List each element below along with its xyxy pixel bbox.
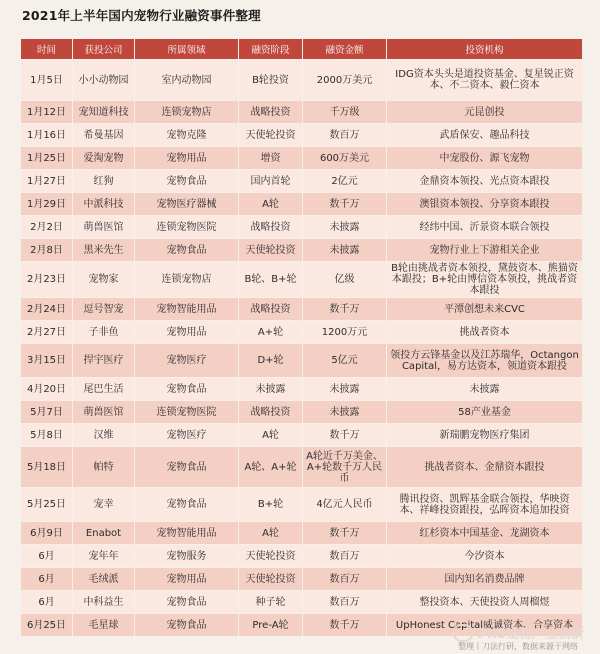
wechat-icon (453, 624, 473, 642)
cell-stage: 天使轮投资 (239, 124, 303, 147)
table-row (21, 591, 583, 614)
cell-investors: 国内知名消费品牌 (387, 568, 583, 591)
cell-field: 宠物食品 (135, 170, 239, 193)
table-row (21, 401, 583, 424)
cell-company: 毛星球 (73, 614, 135, 637)
cell-field: 宠物智能用品 (135, 298, 239, 321)
cell-investors: B轮由挑战者资本领投，黛鼓资本、熊猫资本跟投；B+轮由博信资本领投，挑战者资本跟投 (387, 262, 583, 298)
table-row (21, 216, 583, 239)
cell-investors: 腾讯投资、凯辉基金联合领投，华映资本、祥峰投资跟投，弘晖资本追加投资 (387, 488, 583, 522)
header-field: 所属领域 (135, 39, 239, 60)
table-row (21, 545, 583, 568)
cell-field: 室内动物园 (135, 60, 239, 101)
cell-stage: 国内首轮 (239, 170, 303, 193)
watermark (453, 623, 584, 642)
table-row (21, 447, 583, 488)
cell-company: 宠物家 (73, 262, 135, 298)
cell-stage: 战略投资 (239, 216, 303, 239)
cell-field: 宠物医疗器械 (135, 193, 239, 216)
cell-date: 4月20日 (21, 378, 73, 401)
cell-company: 毛绒派 (73, 568, 135, 591)
cell-company: 萌兽医馆 (73, 401, 135, 424)
header-amount: 融资金额 (303, 39, 387, 60)
cell-stage: 增资 (239, 147, 303, 170)
cell-field: 宠物医疗 (135, 344, 239, 378)
cell-amount: 数千万 (303, 193, 387, 216)
cell-field: 宠物用品 (135, 147, 239, 170)
cell-amount: 未披露 (303, 401, 387, 424)
cell-company: 宠知道科技 (73, 101, 135, 124)
page-title: 2021年上半年国内宠物行业融资事件整理 (22, 8, 261, 23)
cell-company: 萌兽医馆 (73, 216, 135, 239)
cell-amount: 数百万 (303, 545, 387, 568)
cell-company: 逗号智宠 (73, 298, 135, 321)
cell-amount: 数千万 (303, 614, 387, 637)
cell-field: 宠物用品 (135, 568, 239, 591)
cell-field: 宠物服务 (135, 545, 239, 568)
cell-amount: 数百万 (303, 124, 387, 147)
cell-amount: 未披露 (303, 239, 387, 262)
cell-amount: 2亿元 (303, 170, 387, 193)
cell-amount: 1200万元 (303, 321, 387, 344)
cell-company: 黑米先生 (73, 239, 135, 262)
cell-field: 宠物食品 (135, 488, 239, 522)
cell-amount: 未披露 (303, 378, 387, 401)
cell-date: 3月15日 (21, 344, 73, 378)
cell-company: 爱淘宠物 (73, 147, 135, 170)
cell-amount: 亿级 (303, 262, 387, 298)
cell-date: 2月24日 (21, 298, 73, 321)
cell-date: 2月23日 (21, 262, 73, 298)
table-header-row (21, 39, 583, 60)
cell-investors: 领投方云锋基金以及江苏瑞华，Octangon Capital，易方达资本，领道资本跟投 (387, 344, 583, 378)
table-row (21, 170, 583, 193)
cell-company: 红狗 (73, 170, 135, 193)
table-row (21, 321, 583, 344)
cell-stage: A轮 (239, 424, 303, 447)
cell-amount: 4亿元人民币 (303, 488, 387, 522)
cell-company: 宠年年 (73, 545, 135, 568)
cell-date: 5月7日 (21, 401, 73, 424)
cell-field: 宠物食品 (135, 614, 239, 637)
cell-stage: A轮 (239, 522, 303, 545)
cell-investors: 中宠股份、源飞宠物 (387, 147, 583, 170)
cell-date: 6月25日 (21, 614, 73, 637)
cell-amount: 数百万 (303, 591, 387, 614)
cell-stage: D+轮 (239, 344, 303, 378)
watermark-text: PIIS宠物产业创新 (477, 627, 584, 642)
cell-company: 宠幸 (73, 488, 135, 522)
cell-date: 1月12日 (21, 101, 73, 124)
header-investors: 投资机构 (387, 39, 583, 60)
cell-investors: 未披露 (387, 378, 583, 401)
cell-stage: 天使轮投资 (239, 568, 303, 591)
cell-date: 2月27日 (21, 321, 73, 344)
cell-company: 汉维 (73, 424, 135, 447)
cell-investors: 挑战者资本 (387, 321, 583, 344)
cell-stage: B轮、B+轮 (239, 262, 303, 298)
cell-date: 6月 (21, 545, 73, 568)
cell-amount: 600万美元 (303, 147, 387, 170)
cell-company: 帕特 (73, 447, 135, 488)
cell-company: 捍宇医疗 (73, 344, 135, 378)
cell-amount: 数千万 (303, 522, 387, 545)
cell-amount: 5亿元 (303, 344, 387, 378)
cell-stage: A轮 (239, 193, 303, 216)
table-row (21, 378, 583, 401)
cell-company: 小小动物园 (73, 60, 135, 101)
cell-date: 6月9日 (21, 522, 73, 545)
cell-date: 1月29日 (21, 193, 73, 216)
cell-stage: 天使轮投资 (239, 545, 303, 568)
cell-investors: 新瑞鹏宠物医疗集团 (387, 424, 583, 447)
table-row (21, 344, 583, 378)
cell-investors: 红杉资本中国基金、龙湖资本 (387, 522, 583, 545)
cell-investors: 平潭创想未来CVC (387, 298, 583, 321)
cell-stage: 战略投资 (239, 298, 303, 321)
cell-date: 5月18日 (21, 447, 73, 488)
cell-stage: Pre-A轮 (239, 614, 303, 637)
table-row (21, 424, 583, 447)
cell-date: 2月8日 (21, 239, 73, 262)
cell-date: 1月27日 (21, 170, 73, 193)
cell-field: 宠物食品 (135, 378, 239, 401)
cell-amount: 数百万 (303, 568, 387, 591)
cell-date: 6月 (21, 591, 73, 614)
header-company: 获投公司 (73, 39, 135, 60)
cell-date: 1月16日 (21, 124, 73, 147)
table-row (21, 262, 583, 298)
table-row (21, 568, 583, 591)
header-date: 时间 (21, 39, 73, 60)
cell-date: 1月5日 (21, 60, 73, 101)
cell-company: 中派科技 (73, 193, 135, 216)
cell-amount: A轮近千万美金、A+轮数千万人民币 (303, 447, 387, 488)
cell-investors: IDG资本头头是道投资基金、复星锐正资本、不二资本、毅仁资本 (387, 60, 583, 101)
cell-date: 6月 (21, 568, 73, 591)
table-row (21, 239, 583, 262)
cell-company: 尾巴生活 (73, 378, 135, 401)
table-row (21, 60, 583, 101)
cell-date: 1月25日 (21, 147, 73, 170)
cell-field: 连锁宠物医院 (135, 401, 239, 424)
cell-field: 宠物食品 (135, 591, 239, 614)
cell-stage: 天使轮投资 (239, 239, 303, 262)
table-row (21, 488, 583, 522)
cell-company: 中科益生 (73, 591, 135, 614)
cell-date: 5月25日 (21, 488, 73, 522)
financing-table (20, 38, 583, 637)
cell-investors: 挑战者资本、金鼎资本跟投 (387, 447, 583, 488)
cell-investors: 元昆创投 (387, 101, 583, 124)
cell-amount: 数千万 (303, 424, 387, 447)
cell-stage: A+轮 (239, 321, 303, 344)
cell-date: 5月8日 (21, 424, 73, 447)
cell-stage: B轮投资 (239, 60, 303, 101)
cell-amount: 千万级 (303, 101, 387, 124)
table-row (21, 522, 583, 545)
cell-stage: 战略投资 (239, 101, 303, 124)
header-stage: 融资阶段 (239, 39, 303, 60)
cell-field: 宠物智能用品 (135, 522, 239, 545)
cell-investors: 整投资本、天使投资人周榴煜 (387, 591, 583, 614)
cell-field: 宠物食品 (135, 239, 239, 262)
cell-investors: 金鼎资本领投、光点资本跟投 (387, 170, 583, 193)
cell-field: 宠物用品 (135, 321, 239, 344)
cell-investors: 武盾保安、趣品科技 (387, 124, 583, 147)
source-footer: 整理丨刀法行研，数据来源于网络 (458, 642, 578, 651)
cell-field: 宠物克隆 (135, 124, 239, 147)
table-row (21, 193, 583, 216)
cell-field: 宠物食品 (135, 447, 239, 488)
cell-stage: B+轮 (239, 488, 303, 522)
cell-stage: 战略投资 (239, 401, 303, 424)
cell-investors: UpHonest Capital威诚资本、合享资本 (387, 614, 583, 637)
table-row (21, 101, 583, 124)
cell-amount: 未披露 (303, 216, 387, 239)
cell-field: 连锁宠物医院 (135, 216, 239, 239)
cell-date: 2月2日 (21, 216, 73, 239)
cell-amount: 数千万 (303, 298, 387, 321)
cell-field: 连锁宠物店 (135, 101, 239, 124)
table-row (21, 298, 583, 321)
table-row (21, 147, 583, 170)
cell-amount: 2000万美元 (303, 60, 387, 101)
cell-stage: 未披露 (239, 378, 303, 401)
cell-stage: A轮、A+轮 (239, 447, 303, 488)
cell-investors: 今汐资本 (387, 545, 583, 568)
cell-field: 宠物医疗 (135, 424, 239, 447)
cell-company: Enabot (73, 522, 135, 545)
cell-company: 希曼基因 (73, 124, 135, 147)
cell-company: 子非鱼 (73, 321, 135, 344)
table-row (21, 124, 583, 147)
cell-investors: 澳银资本领投、分享资本跟投 (387, 193, 583, 216)
cell-stage: 种子轮 (239, 591, 303, 614)
cell-investors: 宠物行业上下游相关企业 (387, 239, 583, 262)
cell-field: 连锁宠物店 (135, 262, 239, 298)
cell-investors: 58产业基金 (387, 401, 583, 424)
cell-investors: 经纬中国、沂景资本联合领投 (387, 216, 583, 239)
